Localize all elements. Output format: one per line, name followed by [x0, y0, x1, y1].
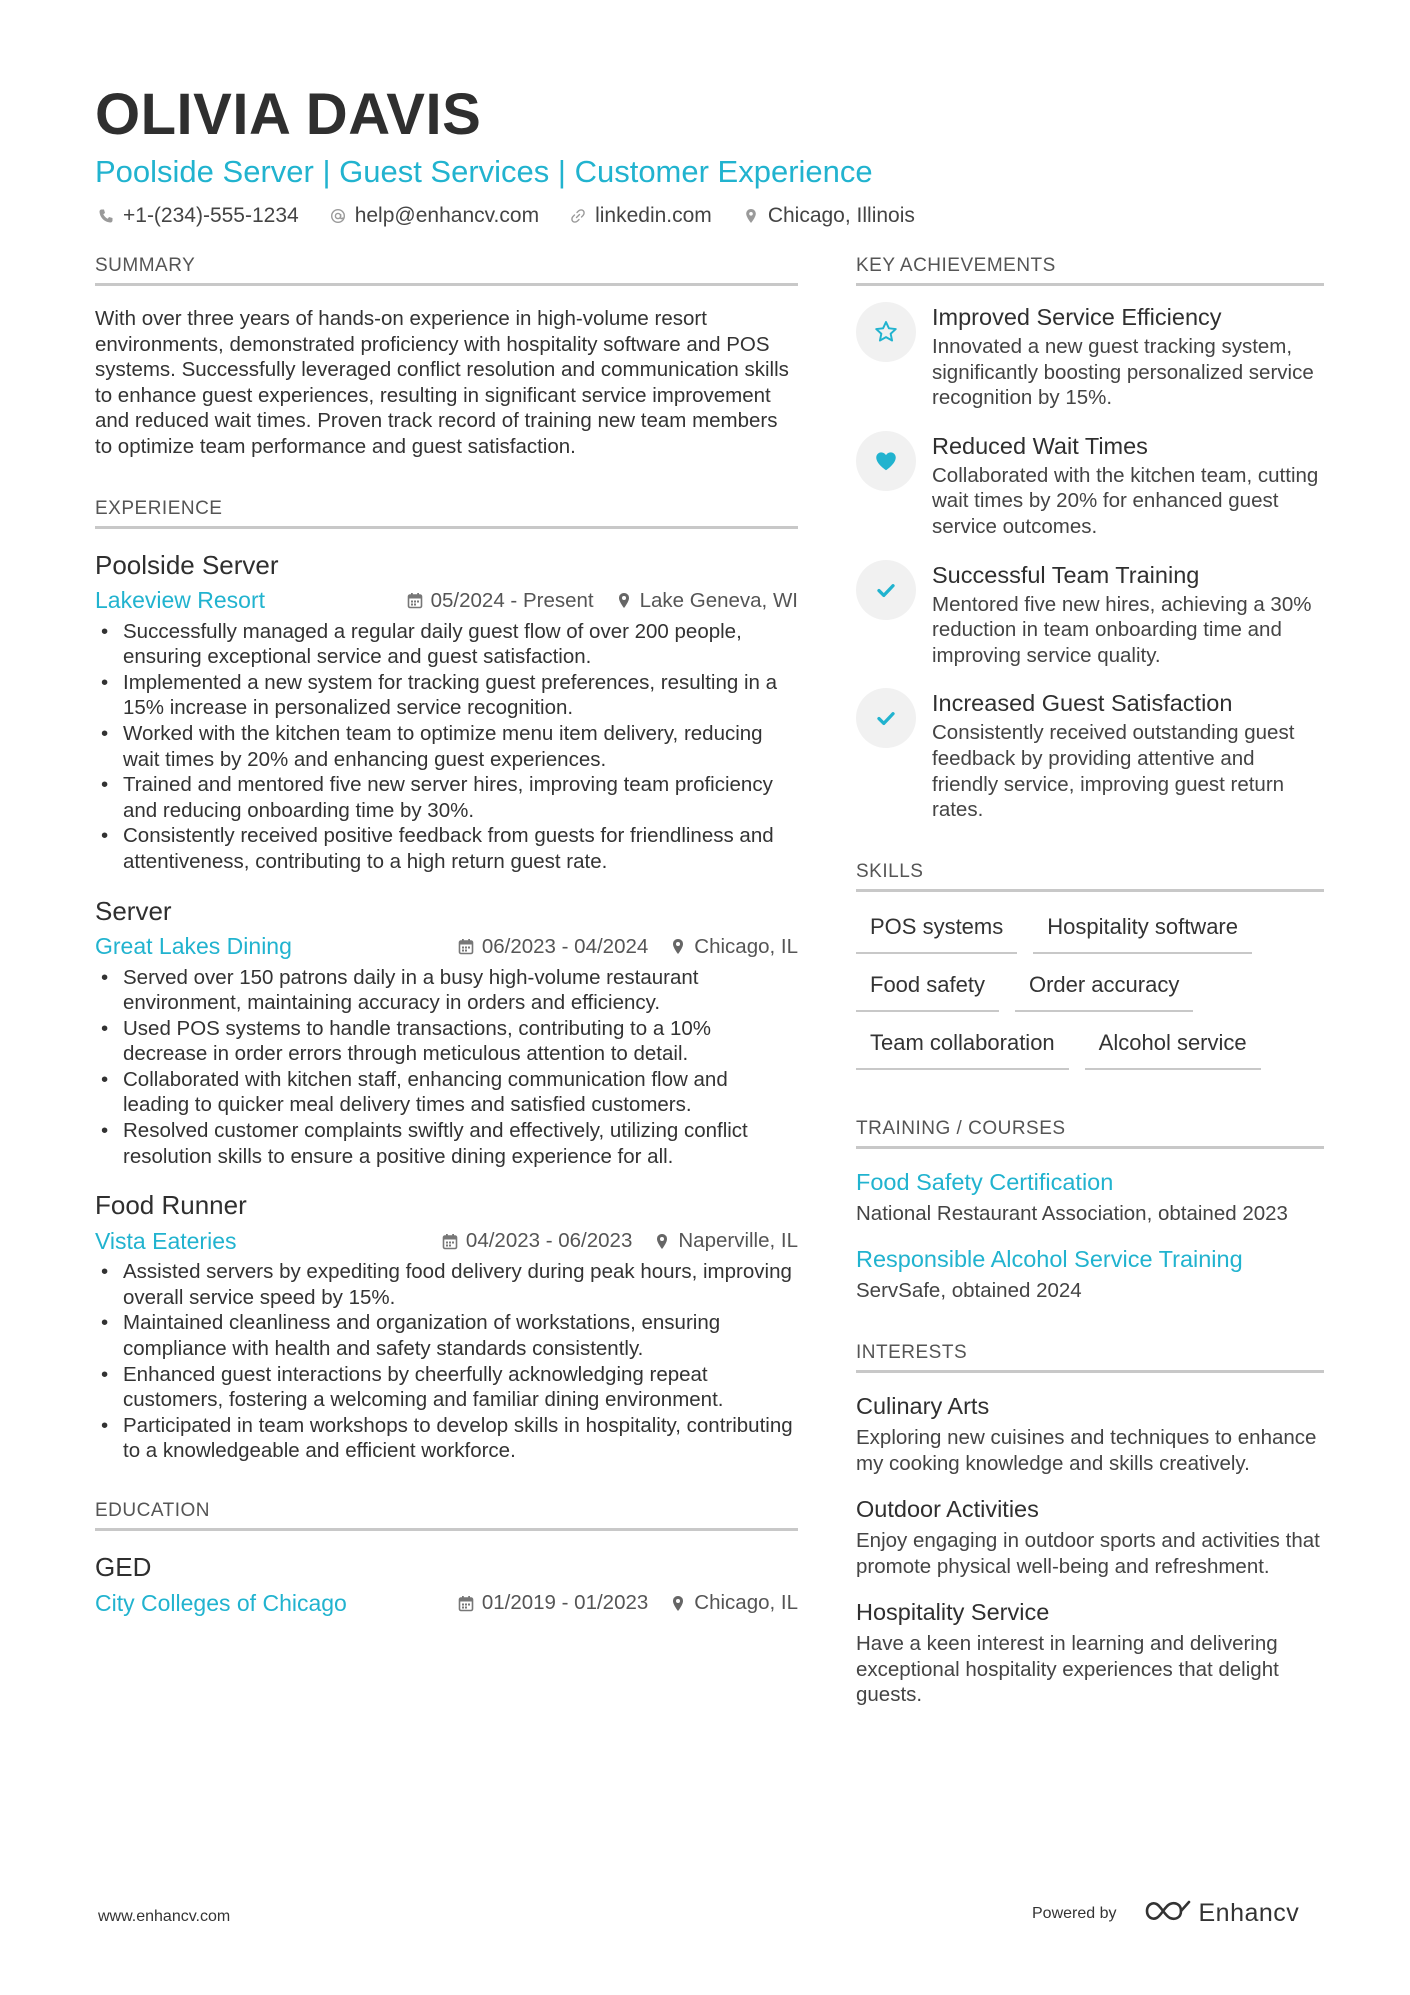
achievement-desc: Mentored five new hires, achieving a 30% reduction in team onboarding time and improving service quality. [932, 592, 1312, 667]
job-location [654, 1229, 798, 1253]
job-dates-text: 06/2023 - 04/2024 [481, 934, 649, 958]
list-item: • Worked with the kitchen team to optimize menu item delivery, reducing wait times by 20% and enhancing guest experiences. [95, 721, 798, 772]
list-item: • Collaborated with kitchen staff, enhancing communication flow and leading to quicker meal delivery times and satisfied customers. [95, 1067, 798, 1118]
candidate-headline: Poolside Server | Guest Services | Customer Experience [95, 154, 873, 189]
list-item: • Maintained cleanliness and organization of workstations, ensuring compliance with health and safety standards consistently. [95, 1310, 798, 1361]
achievements-section [856, 255, 1324, 823]
achievement-desc: Innovated a new guest tracking system, significantly boosting personalized service recognition by 15%. [932, 335, 1314, 410]
heart-icon [856, 431, 916, 491]
achievement-title: Reduced Wait Times [932, 432, 1148, 459]
job-location [616, 589, 798, 613]
achievement-item [856, 688, 1324, 822]
job-location-text: Lake Geneva, WI [639, 588, 798, 612]
skill-tag: Team collaboration [856, 1020, 1069, 1070]
calendar-icon [442, 1233, 458, 1250]
job-location [670, 935, 798, 959]
job-dates-text: 05/2024 - Present [430, 588, 594, 612]
education-location [670, 1591, 798, 1615]
education-entry [95, 1551, 798, 1617]
job-dates [442, 1229, 632, 1253]
school-name: City Colleges of Chicago [95, 1589, 347, 1616]
job-dates [458, 935, 648, 959]
course-item [856, 1167, 1324, 1227]
star-icon [856, 302, 916, 362]
phone-icon [95, 205, 117, 227]
interest-title: Outdoor Activities [856, 1496, 1039, 1523]
job-dates [407, 589, 594, 613]
candidate-name: OLIVIA DAVIS [95, 82, 482, 147]
interest-item [856, 1391, 1324, 1476]
skills-section [856, 861, 1324, 1078]
section-title-skills: SKILLS [856, 861, 1324, 892]
footer-website[interactable]: www.enhancv.com [98, 1908, 231, 1925]
footer-branding [1032, 1898, 1299, 1929]
location-icon [616, 592, 632, 609]
section-title-interests: INTERESTS [856, 1342, 1324, 1373]
interest-title: Culinary Arts [856, 1392, 990, 1419]
check-icon [856, 560, 916, 620]
location-icon [670, 1595, 686, 1612]
list-item: • Used POS systems to handle transactions, contributing to a 10% decrease in order errors through meticulous attention to detail. [95, 1016, 798, 1067]
interest-desc: Exploring new cuisines and techniques to enhance my cooking knowledge and skills creatively. [856, 1425, 1317, 1475]
interest-item [856, 1494, 1324, 1579]
achievement-desc: Consistently received outstanding guest feedback by providing attentive and friendly service, improving guest return rates. [932, 721, 1295, 822]
job-title: Server [95, 895, 172, 926]
contact-location-text: Chicago, Illinois [767, 204, 915, 227]
right-column [856, 255, 1324, 1708]
calendar-icon [458, 938, 474, 955]
resume-header [95, 82, 1325, 228]
job-title: Poolside Server [95, 549, 279, 580]
job-dates-text: 04/2023 - 06/2023 [465, 1229, 633, 1253]
job-entry [95, 1189, 798, 1464]
at-icon [327, 205, 349, 227]
list-item: • Enhanced guest interactions by cheerfully acknowledging repeat customers, fostering a welcoming and familiar dining environment. [95, 1362, 798, 1413]
company-name: Lakeview Resort [95, 587, 266, 614]
location-icon [670, 938, 686, 955]
summary-text: With over three years of hands-on experience in high-volume resort environments, demonstrated proficiency with hospitality software and POS systems. Successfully leveraged conflict resolution and communication skills to enhance guest experiences, resulting in significant service improvement and reduced wait times. Proven track record of training new team members to optimize team performance and guest satisfaction. [95, 307, 789, 458]
course-title: Responsible Alcohol Service Training [856, 1246, 1243, 1273]
location-icon [654, 1233, 670, 1250]
education-meta-row [95, 1589, 798, 1617]
job-entry [95, 549, 798, 875]
experience-section [95, 498, 798, 1464]
list-item: • Successfully managed a regular daily guest flow of over 200 people, ensuring exceptional service and guest satisfaction. [95, 619, 798, 670]
list-item: • Trained and mentored five new server hires, improving team proficiency and reducing onboarding time by 30%. [95, 772, 798, 823]
achievement-title: Improved Service Efficiency [932, 304, 1222, 330]
interest-desc: Enjoy engaging in outdoor sports and activities that promote physical well-being and refreshment. [856, 1529, 1320, 1578]
degree-title: GED [95, 1552, 152, 1582]
job-title: Food Runner [95, 1190, 247, 1221]
list-item: • Resolved customer complaints swiftly and effectively, utilizing conflict resolution skills to ensure a positive dining experience for all. [95, 1118, 798, 1169]
interests-section [856, 1342, 1324, 1708]
list-item: • Participated in team workshops to develop skills in hospitality, contributing to a knowledgeable and efficient workforce. [95, 1413, 798, 1464]
education-dates [458, 1591, 648, 1615]
achievement-item [856, 431, 1324, 540]
skill-tag: Food safety [856, 962, 999, 1012]
contact-email[interactable] [327, 204, 539, 228]
section-title-education: EDUCATION [95, 1500, 798, 1531]
brand-name: Enhancv [1198, 1899, 1300, 1927]
skill-tag: POS systems [856, 904, 1017, 954]
link-icon [567, 205, 589, 227]
skills-list [856, 904, 1324, 1078]
course-title: Food Safety Certification [856, 1168, 1114, 1195]
section-title-training: TRAINING / COURSES [856, 1118, 1324, 1149]
powered-by-text: Powered by [1032, 1904, 1117, 1922]
section-title-summary: SUMMARY [95, 255, 798, 286]
contact-phone-text: +1-(234)-555-1234 [123, 204, 299, 227]
summary-section [95, 255, 798, 460]
course-item [856, 1244, 1324, 1304]
list-item: • Assisted servers by expediting food delivery during peak hours, improving overall service speed by 15%. [95, 1259, 798, 1310]
job-bullets [95, 619, 798, 875]
contact-location [740, 204, 915, 228]
enhancv-logo-icon [1143, 1898, 1193, 1929]
course-desc: ServSafe, obtained 2024 [856, 1279, 1082, 1303]
achievement-title: Increased Guest Satisfaction [932, 690, 1233, 717]
achievement-item [856, 560, 1324, 669]
skill-tag: Alcohol service [1085, 1020, 1261, 1070]
training-section [856, 1118, 1324, 1304]
education-dates-text: 01/2019 - 01/2023 [481, 1591, 649, 1614]
job-meta-row [95, 1227, 798, 1255]
achievement-title: Successful Team Training [932, 561, 1200, 588]
left-column [95, 255, 798, 1617]
check-icon [856, 688, 916, 748]
calendar-icon [407, 592, 423, 609]
company-name: Great Lakes Dining [95, 933, 292, 959]
job-meta-row [95, 933, 798, 961]
job-location-text: Chicago, IL [694, 934, 798, 958]
calendar-icon [458, 1595, 474, 1612]
skill-tag: Hospitality software [1033, 904, 1252, 954]
job-meta-row [95, 587, 798, 615]
job-bullets [95, 965, 798, 1170]
section-title-achievements: KEY ACHIEVEMENTS [856, 255, 1324, 286]
contact-linkedin-text[interactable]: linkedin.com [595, 204, 712, 227]
job-entry [95, 895, 798, 1170]
company-name: Vista Eateries [95, 1227, 237, 1254]
education-section [95, 1500, 798, 1617]
list-item: • Served over 150 patrons daily in a busy high-volume restaurant environment, maintaining accuracy in orders and efficiency. [95, 965, 798, 1016]
achievement-item [856, 302, 1324, 411]
section-title-experience: EXPERIENCE [95, 498, 798, 529]
contact-email-text[interactable]: help@enhancv.com [354, 204, 540, 227]
list-item: • Consistently received positive feedback from guests for friendliness and attentiveness, contributing to a high return guest rate. [95, 823, 798, 874]
list-item: • Implemented a new system for tracking guest preferences, resulting in a 15% increase in personalized service recognition. [95, 670, 798, 721]
job-bullets [95, 1259, 798, 1464]
contact-linkedin[interactable] [567, 204, 712, 228]
interest-desc: Have a keen interest in learning and delivering exceptional hospitality experiences that delight guests. [856, 1632, 1279, 1707]
location-icon [740, 205, 762, 227]
interest-item [856, 1597, 1324, 1708]
achievement-desc: Collaborated with the kitchen team, cutting wait times by 20% for enhanced guest service outcomes. [932, 463, 1319, 538]
interest-title: Hospitality Service [856, 1599, 1050, 1626]
contact-bar [95, 204, 1325, 228]
skill-tag: Order accuracy [1015, 962, 1193, 1012]
job-location-text: Naperville, IL [678, 1229, 798, 1253]
course-desc: National Restaurant Association, obtained 2023 [856, 1201, 1288, 1225]
education-location-text: Chicago, IL [694, 1591, 798, 1614]
contact-phone [95, 204, 299, 228]
